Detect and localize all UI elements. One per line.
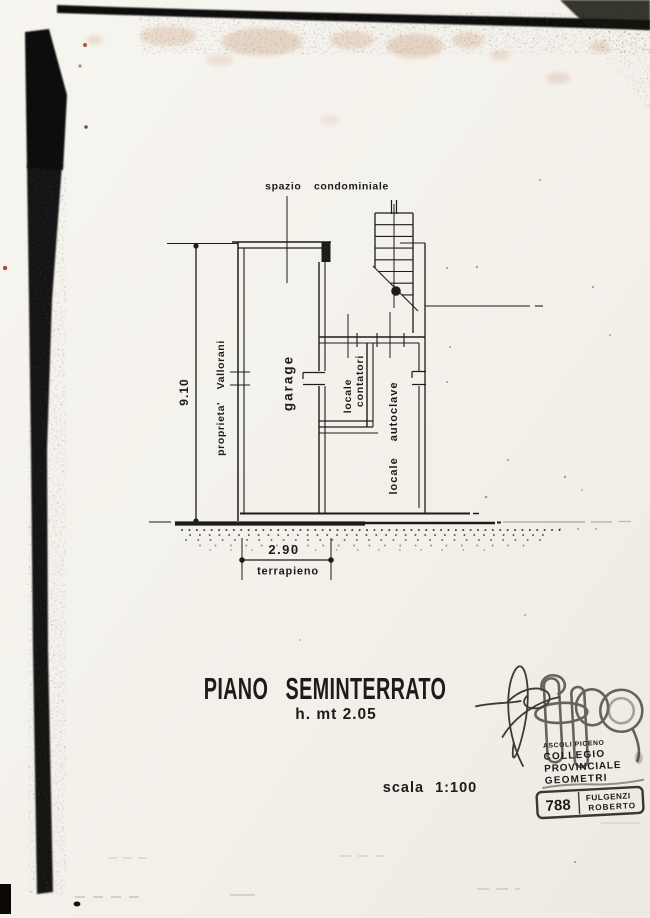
scan-bottom-dot — [74, 902, 81, 907]
embankment-label: terrapieno — [257, 565, 319, 578]
plan-title: PIANO SEMINTERRATO — [203, 670, 447, 707]
stamp-number: 788 — [545, 796, 572, 815]
meters-room-label-line1: locale — [342, 378, 354, 414]
condominium-space-label: spazio condominiale — [265, 180, 389, 193]
stamp-first-name: ROBERTO — [588, 801, 637, 813]
property-label: proprieta' Vallorani — [215, 340, 227, 456]
stamp-org-line2: PROVINCIALE — [543, 759, 622, 775]
scan-bottom-left-bar — [0, 884, 11, 914]
scan-left-band-fuzz — [28, 160, 66, 895]
width-dimension-value: 2.90 — [268, 542, 300, 557]
stamp-org-line1: COLLEGIO — [543, 748, 606, 763]
plan-height-note: h. mt 2.05 — [295, 706, 377, 723]
stamp-org-line3: GEOMETRI — [544, 772, 609, 787]
garage-label: garage — [280, 354, 296, 412]
stamp-city: ASCOLI PICENO — [542, 739, 605, 750]
scale-note: scala 1:100 — [382, 780, 478, 796]
autoclave-room-label: locale autoclave — [388, 381, 400, 495]
meters-room-label-line2: contatori — [354, 354, 366, 408]
stamp-surname: FULGENZI — [585, 791, 631, 803]
stair-break-dot — [391, 286, 401, 296]
height-dimension-value: 9.10 — [177, 378, 191, 406]
